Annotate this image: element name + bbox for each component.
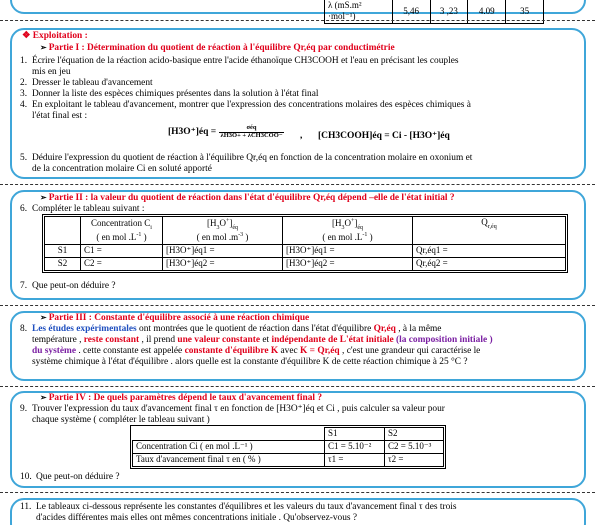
- table-cell: S2: [45, 258, 81, 271]
- question-3: 3. Donner la liste des espèces chimiques présentes dans la solution à l'état final: [20, 89, 319, 99]
- question-9-cont: chaque système ( compléter le tableau suivant ): [32, 415, 210, 425]
- table-header: [45, 217, 81, 245]
- formula-ch3cooh: [CH3COOH]éq = Ci - [H3O⁺]éq: [318, 131, 450, 141]
- question-2: 2. Dresser le tableau d'avancement: [20, 78, 153, 88]
- table-header: $[H_3O^+]_{éq}$ ( en mol $.m^{-3}$ ): [163, 217, 283, 245]
- question-8-cont: du système . cette constante est appelée constante d'équilibre K avec K = Qr,éq , c'est une grandeur qui caractérise le: [32, 346, 481, 356]
- lambda-value: 35: [506, 0, 544, 23]
- table-cell[interactable]: C1 =: [81, 245, 163, 258]
- separator: [0, 20, 595, 21]
- question-8: 8. Les études expérimentales ont montrées que le quotient de réaction dans l'état d'équilibre Qr,éq , à la même: [20, 324, 442, 334]
- question-4-cont: l'état final est :: [32, 111, 88, 121]
- exploitation-title: ❖ Exploitation :: [22, 31, 88, 41]
- separator: [0, 386, 595, 387]
- arrow-bullet-icon: ➢: [40, 393, 49, 402]
- lambda-value: 4.09: [468, 0, 506, 23]
- part2-table: [44, 216, 566, 271]
- part4-title: ➢ Partie IV : De quels paramètres dépend le taux d'avancement final ?: [40, 393, 323, 403]
- arrow-bullet-icon: ➢: [40, 193, 49, 202]
- table-cell[interactable]: τ2 =: [385, 454, 444, 467]
- question-8-cont: température , reste constant , il prend une valeur constante et indépendante de L'état initiale (la composition initiale ): [32, 335, 493, 345]
- table-header: $Q_{r,éq}$: [413, 217, 566, 245]
- separator: [0, 492, 595, 493]
- lambda-label: λ (mS.m² ·mol⁻¹): [325, 0, 393, 23]
- table-cell[interactable]: [H3O⁺]éq2 =: [283, 258, 413, 271]
- table-cell[interactable]: [H3O⁺]éq2 =: [163, 258, 283, 271]
- table-cell[interactable]: [H3O⁺]éq1 =: [283, 245, 413, 258]
- question-5-cont: de la concentration molaire Ci en soluté apporté: [32, 164, 212, 174]
- question-7: 7. Que peut-on déduire ?: [20, 281, 116, 291]
- arrow-bullet-icon: ➢: [40, 313, 49, 322]
- table-header: $[H_3O^+]_{éq}$ ( en mol $.L^{-1}$ ): [283, 217, 413, 245]
- lambda-value: 5,46: [392, 0, 430, 23]
- separator: [0, 184, 595, 185]
- part4-table: [132, 427, 444, 467]
- formula-fraction: $\frac{\text{σéq}}{\text{λH3O+ + λCH3COO−}}$: [220, 124, 283, 139]
- question-11-cont: d'acides différentes mais elles ont mêmes concentrations initiale . Qu'observez-vous ?: [36, 513, 358, 523]
- question-8-cont: système chimique à l'état d'équilibre . alors quelle est la constante d'équilibre K de cette réaction chimique à 25 °C ?: [32, 357, 468, 367]
- table-cell[interactable]: Qr,éq2 =: [413, 258, 566, 271]
- table-cell: Concentration Ci ( en mol .L⁻¹ ): [133, 441, 325, 454]
- part2-title: ➢ Partie II : la valeur du quotient de réaction dans l'état d'équilibre Qr,éq dépend –elle de l'état initial ?: [40, 193, 455, 203]
- question-1-cont: mis en jeu: [32, 67, 71, 77]
- part3-title: ➢ Partie III : Constante d'équilibre associé à une réaction chimique: [40, 313, 310, 323]
- table-header: Concentration $C_i$ ( en mol $.L^{-1}$ ): [81, 217, 163, 245]
- table-cell[interactable]: C2 =: [81, 258, 163, 271]
- lambda-value: 3 ,23: [430, 0, 468, 23]
- question-10: 10. Que peut-on déduire ?: [20, 472, 120, 482]
- table-cell[interactable]: Qr,éq1 =: [413, 245, 566, 258]
- table-cell[interactable]: [H3O⁺]éq1 =: [163, 245, 283, 258]
- question-6: 6. Compléter le tableau suivant :: [20, 204, 145, 214]
- separator: [0, 305, 595, 306]
- formula-h3o: [H3O⁺]éq = $\frac{\text{σéq}}{\text{λH3O+ + λCH3COO−}}$: [168, 124, 283, 139]
- table-cell: C2 = 5.10⁻³: [385, 441, 444, 454]
- question-4: 4. En exploitant le tableau d'avancement, montrer que l'expression des concentrations molaires des espèces chimiques à: [20, 100, 471, 110]
- arrow-bullet-icon: ➢: [40, 43, 49, 52]
- table-header: [133, 428, 325, 441]
- question-1: 1. Écrire l'équation de la réaction acido-basique entre l'acide éthanoïque CH3COOH et l'eau en précisant les couples: [20, 56, 459, 66]
- table-cell[interactable]: τ1 =: [325, 454, 385, 467]
- formula-separator: ,: [300, 131, 303, 141]
- part1-title: ➢ Partie I : Détermination du quotient de réaction à l'équilibre Qr,éq par conductimétrie: [40, 43, 395, 53]
- table-cell: Taux d'avancement final τ en ( % ): [133, 454, 325, 467]
- bullet-icon: ❖: [22, 31, 33, 41]
- question-11: 11. Le tableaux ci-dessous représente les constantes d'équilibres et les valeurs du taux d'avancement final τ des trois: [20, 502, 457, 512]
- table-header: S1: [325, 428, 385, 441]
- table-cell: S1: [45, 245, 81, 258]
- table-header: S2: [385, 428, 444, 441]
- table-cell: C1 = 5.10⁻²: [325, 441, 385, 454]
- question-5: 5. Déduire l'expression du quotient de réaction à l'équilibre Qr,éq en fonction de la concentration molaire en oxonium et: [20, 153, 473, 163]
- question-9: 9. Trouver l'expression du taux d'avancement final τ en fonction de [H3O⁺]éq et Ci , puis calculer sa valeur pour: [20, 404, 445, 414]
